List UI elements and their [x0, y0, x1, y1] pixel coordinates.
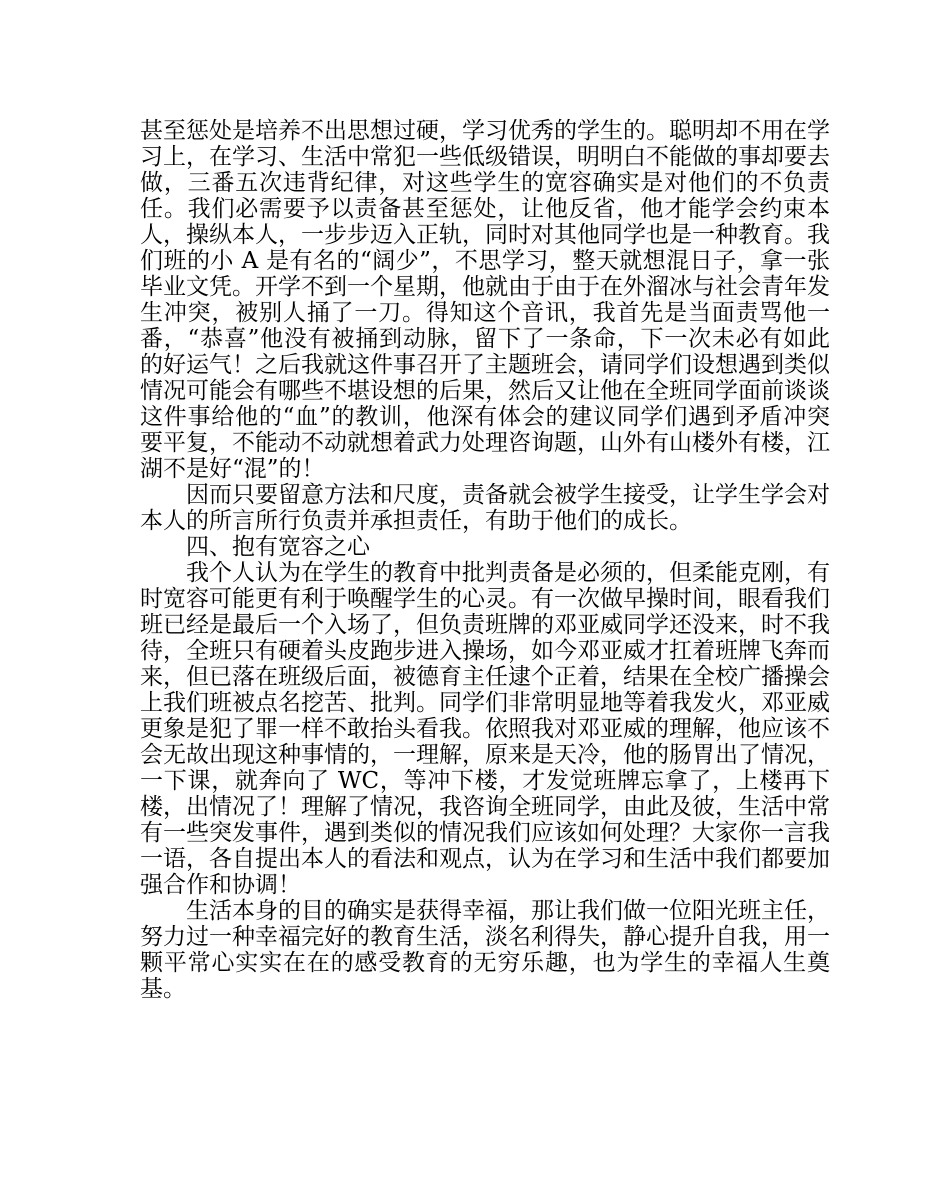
document-body [140, 118, 830, 1002]
paragraph-2: 因而只要留意方法和尺度，责备就会被学生接受，让学生学会对本人的所言所行负责并承担责任，有助于他们的成长。 [140, 482, 830, 534]
section-heading: 四、抱有宽容之心 [186, 534, 370, 560]
paragraph-3: 我个人认为在学生的教育中批判责备是必须的，但柔能克刚，有时宽容可能更有利于唤醒学生的心灵。有一次做早操时间，眼看我们班已经是最后一个入场了，但负责班牌的邓亚威同学还没来，时不我待，全班只有硬着头皮跑步进入操场，如今邓亚威才扛着班牌飞奔而来，但已落在班级后面，被德育主任逮个正着，结果在全校广播操会上我们班被点名挖苦、批判。同学们非常明显地等着我发火，邓亚威更象是犯了罪一样不敢抬头看我。依照我对邓亚威的理解，他应该不会无故出现这种事情的，一理解，原来是天冷，他的肠胃出了情况，一下课，就奔向了 WC，等冲下楼，才发觉班牌忘拿了，上楼再下楼，出情况了！理解了情况，我咨询全班同学，由此及彼，生活中常有一些突发事件，遇到类似的情况我们应该如何处理？大家你一言我一语，各自提出本人的看法和观点，认为在学习和生活中我们都要加强合作和协调！ [140, 560, 830, 898]
paragraph-1: 甚至惩处是培养不出思想过硬，学习优秀的学生的。聪明却不用在学习上，在学习、生活中常犯一些低级错误，明明白不能做的事却要去做，三番五次违背纪律，对这些学生的宽容确实是对他们的不负责任。我们必需要予以责备甚至惩处，让他反省，他才能学会约束本人，操纵本人，一步步迈入正轨，同时对其他同学也是一种教育。我们班的小 A 是有名的“阔少”，不思学习，整天就想混日子，拿一张毕业文凭。开学不到一个星期，他就由于由于在外溜冰与社会青年发生冲突，被别人捅了一刀。得知这个音讯，我首先是当面责骂他一番，“恭喜”他没有被捅到动脉，留下了一条命，下一次未必有如此的好运气！之后我就这件事召开了主题班会，请同学们设想遇到类似情况可能会有哪些不堪设想的后果，然后又让他在全班同学面前谈谈这件事给他的“血”的教训，他深有体会的建议同学们遇到矛盾冲突要平复，不能动不动就想着武力处理咨询题，山外有山楼外有楼，江湖不是好“混”的！ [140, 118, 830, 482]
paragraph-4: 生活本身的目的确实是获得幸福，那让我们做一位阳光班主任，努力过一种幸福完好的教育生活，淡名利得失，静心提升自我，用一颗平常心实实在在的感受教育的无穷乐趣，也为学生的幸福人生奠基。 [140, 898, 830, 1002]
